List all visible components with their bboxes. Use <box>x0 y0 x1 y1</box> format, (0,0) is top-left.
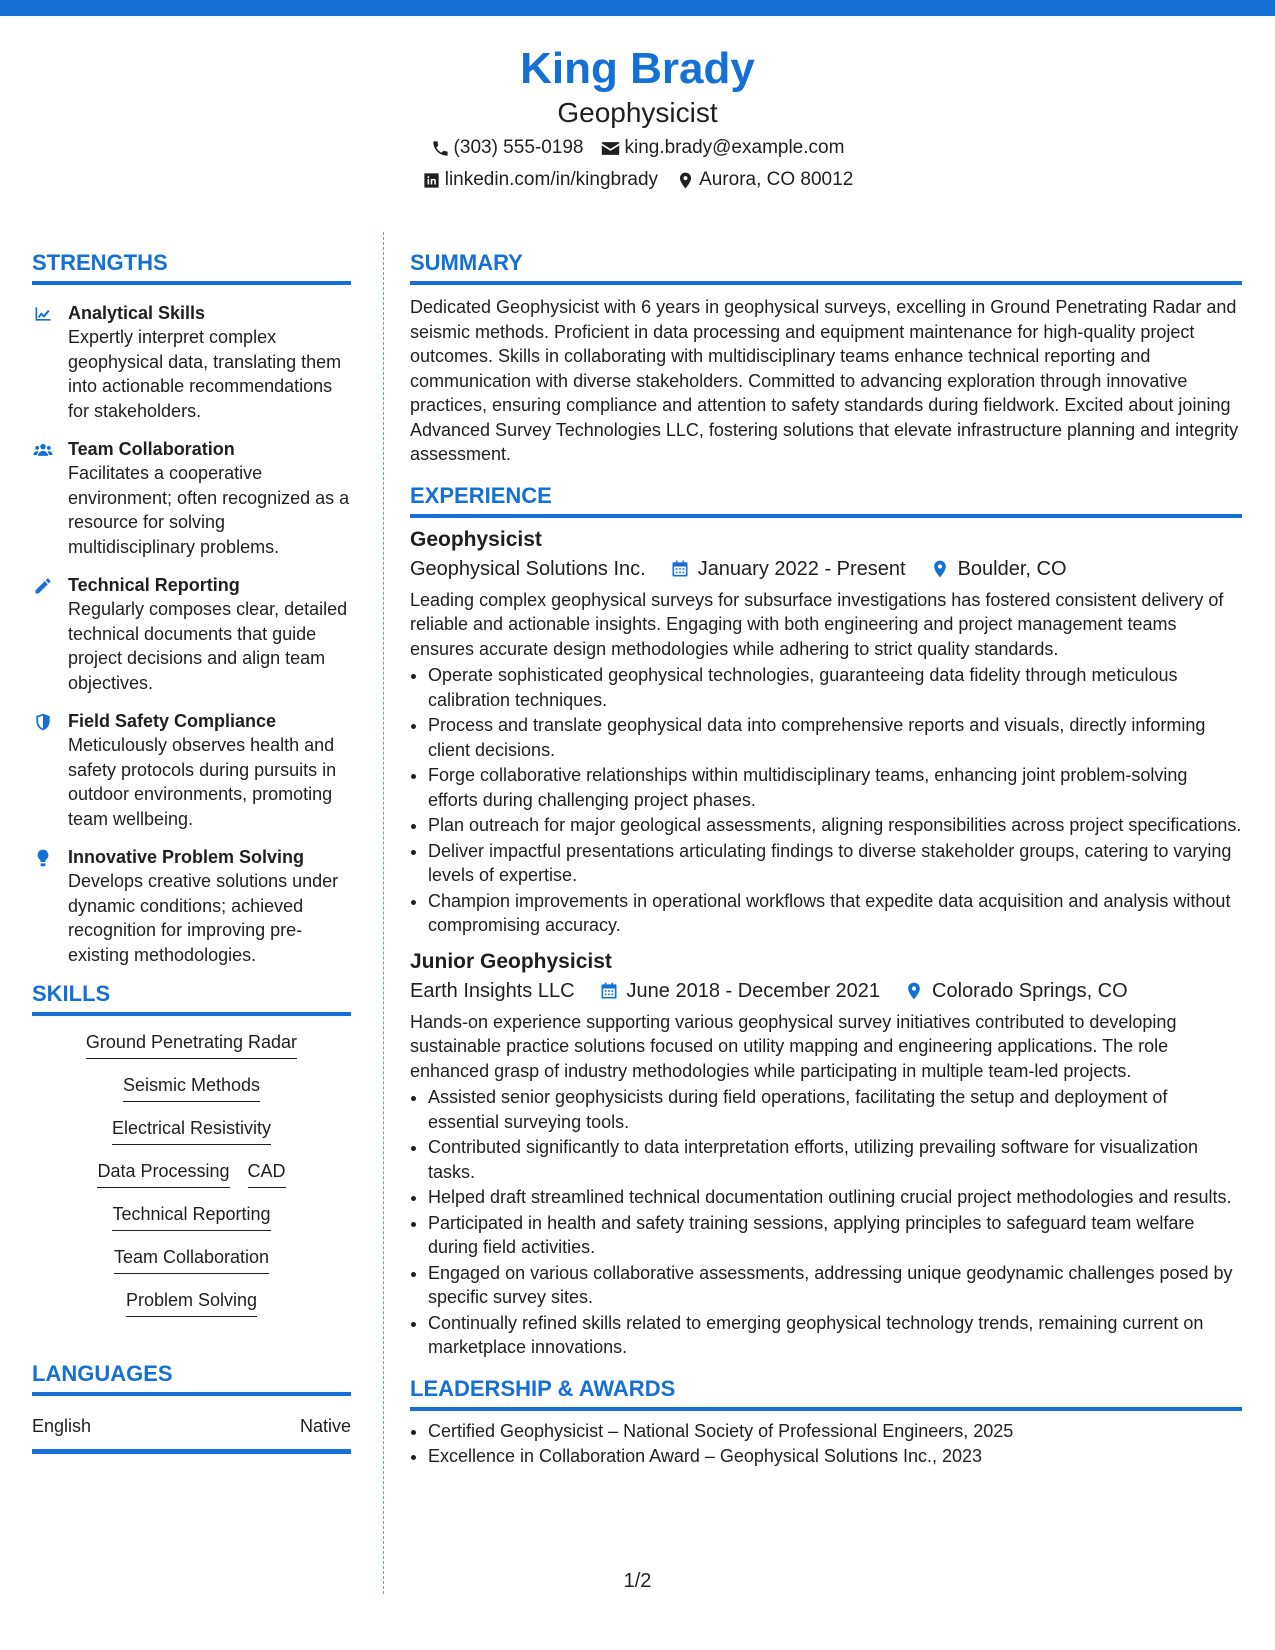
skill-tag: Technical Reporting <box>112 1202 270 1231</box>
job-bullet: • Engaged on various collaborative assessments, addressing unique geodynamic challenges posed by specific survey sites. <box>428 1261 1242 1310</box>
skills-list <box>32 1030 351 1317</box>
contact-phone <box>431 134 584 162</box>
skill-tag: Problem Solving <box>126 1288 257 1317</box>
skills-section <box>32 981 351 1317</box>
strength-item <box>32 845 351 967</box>
phone-text: (303) 555-0198 <box>453 137 584 158</box>
strength-text: Regularly composes clear, detailed technical documents that guide project decisions and align team objectives. <box>68 599 348 693</box>
job-dates: January 2022 - Present <box>697 557 906 580</box>
language-row <box>32 1416 351 1454</box>
job-bullet: • Deliver impactful presentations articulating findings to diverse stakeholder groups, catering to varying levels of expertise. <box>428 839 1242 888</box>
job-meta <box>410 976 1242 1006</box>
job-company: Geophysical Solutions Inc. <box>410 557 646 580</box>
job-dates: June 2018 - December 2021 <box>626 979 881 1002</box>
language-name: English <box>32 1416 92 1436</box>
linkedin-text[interactable]: linkedin.com/in/kingbrady <box>444 169 659 190</box>
top-accent-bar <box>0 0 1275 16</box>
users-icon <box>33 440 53 460</box>
strength-title: Field Safety Compliance <box>68 711 277 731</box>
column-divider <box>383 232 384 1594</box>
award-item: • Certified Geophysicist – National Society of Professional Engineers, 2025 <box>428 1419 1242 1444</box>
pencil-icon <box>33 576 53 596</box>
strength-item <box>32 437 351 559</box>
contact-email[interactable] <box>601 134 844 162</box>
strengths-section <box>32 250 351 967</box>
job-bullet: • Operate sophisticated geophysical technologies, guaranteeing data fidelity through meticulous calibration techniques. <box>428 663 1242 712</box>
job-bullet: • Participated in health and safety training sessions, applying principles to safeguard team welfare during field activities. <box>428 1211 1242 1260</box>
strength-title: Team Collaboration <box>68 439 235 459</box>
job-bullet: • Continually refined skills related to emerging geophysical technology trends, remaining current on marketplace innovations. <box>428 1311 1242 1360</box>
lightbulb-icon <box>33 848 53 868</box>
awards-section <box>410 1376 1242 1469</box>
strengths-list <box>32 301 351 967</box>
skill-tag: Team Collaboration <box>114 1245 269 1274</box>
location-text: Aurora, CO 80012 <box>699 169 854 190</box>
job-description: Leading complex geophysical surveys for subsurface investigations has fostered consistent delivery of reliable and actionable insights. Engaging with both engineering and project management teams ensures accurate design methodologies while adhering to strict quality standards. <box>410 589 1224 659</box>
page-number: 1/2 <box>623 1570 652 1592</box>
skill-tag: Ground Penetrating Radar <box>86 1030 297 1059</box>
job-bullet: • Plan outreach for major geological assessments, aligning responsibilities across project specifications. <box>428 813 1242 838</box>
job-bullet: • Helped draft streamlined technical documentation outlining crucial project methodologies and results. <box>428 1185 1242 1210</box>
candidate-role: Geophysicist <box>557 97 718 128</box>
skill-tag: Seismic Methods <box>123 1073 260 1102</box>
job-entry <box>410 948 1242 1360</box>
job-location: Colorado Springs, CO <box>932 979 1128 1002</box>
email-text[interactable]: king.brady@example.com <box>624 137 845 158</box>
job-bullet: • Contributed significantly to data interpretation efforts, utilizing prevailing software for visualization tasks. <box>428 1135 1242 1184</box>
strength-text: Expertly interpret complex geophysical data, translating them into actionable recommendations for stakeholders. <box>68 327 342 421</box>
chart-line-icon <box>33 304 53 324</box>
map-pin-icon <box>904 981 924 1001</box>
right-column <box>410 250 1242 1470</box>
phone-icon <box>431 139 450 158</box>
summary-title: SUMMARY <box>410 250 1242 285</box>
languages-section <box>32 1361 351 1454</box>
experience-section <box>410 483 1242 1360</box>
strength-text: Develops creative solutions under dynamic conditions; achieved recognition for improving pre-existing methodologies. <box>68 871 339 965</box>
skill-tag: Data Processing <box>97 1159 229 1188</box>
contact-row-2 <box>0 166 1275 194</box>
job-bullet: • Process and translate geophysical data into comprehensive reports and visuals, directly informing client decisions. <box>428 713 1242 762</box>
job-title: Geophysicist <box>410 527 542 551</box>
contact-location <box>676 166 853 194</box>
strength-text: Facilitates a cooperative environment; often recognized as a resource for solving multidisciplinary problems. <box>68 463 350 557</box>
calendar-icon <box>670 559 690 579</box>
job-meta <box>410 554 1242 584</box>
strength-title: Innovative Problem Solving <box>68 847 305 867</box>
map-pin-icon <box>930 559 950 579</box>
left-column <box>32 250 351 1454</box>
skill-tag: Electrical Resistivity <box>112 1116 271 1145</box>
summary-section <box>410 250 1242 467</box>
summary-text: Dedicated Geophysicist with 6 years in geophysical surveys, excelling in Ground Penetrating Radar and seismic methods. Proficient in data processing and equipment maintenance for high-quality project outcomes. Skills in collaborating with multidisciplinary teams enhance technical reporting and communication with diverse stakeholders. Committed to advancing exploration through innovative practices, ensuring compliance and attention to safety standards during fieldwork. Excited about joining Advanced Survey Technologies LLC, fostering solutions that elevate infrastructure planning and integrity assessment. <box>410 297 1239 464</box>
skills-title: SKILLS <box>32 981 351 1016</box>
map-pin-icon <box>676 171 695 190</box>
strength-item <box>32 709 351 831</box>
calendar-icon <box>599 981 619 1001</box>
strength-item <box>32 573 351 695</box>
job-company: Earth Insights LLC <box>410 979 575 1002</box>
strength-title: Analytical Skills <box>68 303 206 323</box>
experience-title: EXPERIENCE <box>410 483 1242 518</box>
job-description: Hands-on experience supporting various geophysical survey initiatives contributed to developing sustainable practice solutions focused on utility mapping and engineering applications. The role enhanced grasp of industry methodologies while participating in multiple team-led projects. <box>410 1011 1177 1081</box>
job-bullet: • Assisted senior geophysicists during field operations, facilitating the setup and deployment of essential surveying tools. <box>428 1085 1242 1134</box>
awards-title: LEADERSHIP & AWARDS <box>410 1376 1242 1411</box>
resume-header <box>0 42 1275 194</box>
job-bullet: • Forge collaborative relationships within multidisciplinary teams, enhancing joint problem-solving efforts during challenging project phases. <box>428 763 1242 812</box>
awards-list <box>410 1419 1242 1469</box>
strengths-title: STRENGTHS <box>32 250 351 285</box>
envelope-icon <box>601 139 620 158</box>
language-level: Native <box>299 1416 351 1436</box>
strength-text: Meticulously observes health and safety protocols during pursuits in outdoor environments, promoting team wellbeing. <box>68 735 337 829</box>
job-entry <box>410 526 1242 938</box>
strength-title: Technical Reporting <box>68 575 240 595</box>
candidate-name: King Brady <box>520 44 755 93</box>
languages-title: LANGUAGES <box>32 1361 351 1396</box>
job-bullets <box>410 663 1242 938</box>
contact-row-1 <box>0 134 1275 162</box>
job-location: Boulder, CO <box>957 557 1067 580</box>
contact-linkedin[interactable] <box>422 166 658 194</box>
skill-tag: CAD <box>248 1159 286 1188</box>
linkedin-icon <box>422 171 441 190</box>
shield-icon <box>33 712 53 732</box>
job-title: Junior Geophysicist <box>410 949 612 973</box>
strength-item <box>32 301 351 423</box>
job-bullet: • Champion improvements in operational workflows that expedite data acquisition and analysis without compromising accuracy. <box>428 889 1242 938</box>
job-bullets <box>410 1085 1242 1360</box>
award-item: • Excellence in Collaboration Award – Geophysical Solutions Inc., 2023 <box>428 1444 1242 1469</box>
